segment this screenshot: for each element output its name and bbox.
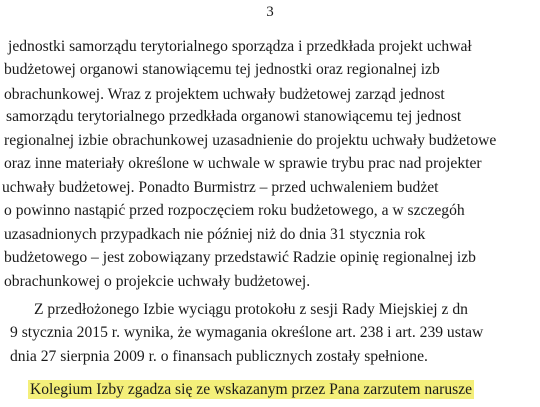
text-line: 9 stycznia 2015 r. wynika, że wymagania określone art. 238 i art. 239 ustaw [10, 324, 484, 341]
highlighted-text: Kolegium Izby zgadza się ze wskazanym przez Pana zarzutem narusze [30, 381, 473, 398]
text-line: regionalnej izbie obrachunkowej uzasadnienie do projektu uchwały budżetowe [4, 132, 497, 149]
text-line: uchwały budżetowej. Ponadto Burmistrz – przed uchwaleniem budżet [2, 179, 439, 196]
text-line: samorządu terytorialnego przedkłada organowi stanowiącemu tej jednost [6, 108, 462, 125]
text-line: uzasadnionych przypadkach nie później niż do dnia 31 stycznia rok [4, 226, 426, 243]
text-line: jednostki samorządu terytorialnego sporządza i przedkłada projekt uchwał [8, 38, 472, 55]
text-line: dnia 27 sierpnia 2009 r. o finansach publicznych zostały spełnione. [10, 348, 428, 365]
text-line: Z przedłożonego Izbie wyciągu protokołu z sesji Rady Miejskiej z dn [34, 301, 468, 318]
text-line: o powinno nastąpić przed rozpoczęciem roku budżetowego, a w szczegóh [4, 202, 465, 219]
text-line: oraz inne materiały określone w uchwale w sprawie trybu prac nad projekter [4, 155, 482, 172]
text-line: obrachunkowej. Wraz z projektem uchwały budżetowej zarząd jednost [4, 86, 445, 103]
text-line: budżetowej organowi stanowiącemu tej jednostki oraz regionalnej izb [4, 61, 440, 78]
highlighted-sentence [28, 380, 540, 400]
text-line: budżetowego – jest zobowiązany przedstawić Radzie opinię regionalnej izb [4, 249, 476, 266]
text-line: obrachunkowej o projekcie uchwały budżetowej. [4, 273, 311, 290]
page-number: 3 [266, 4, 274, 20]
